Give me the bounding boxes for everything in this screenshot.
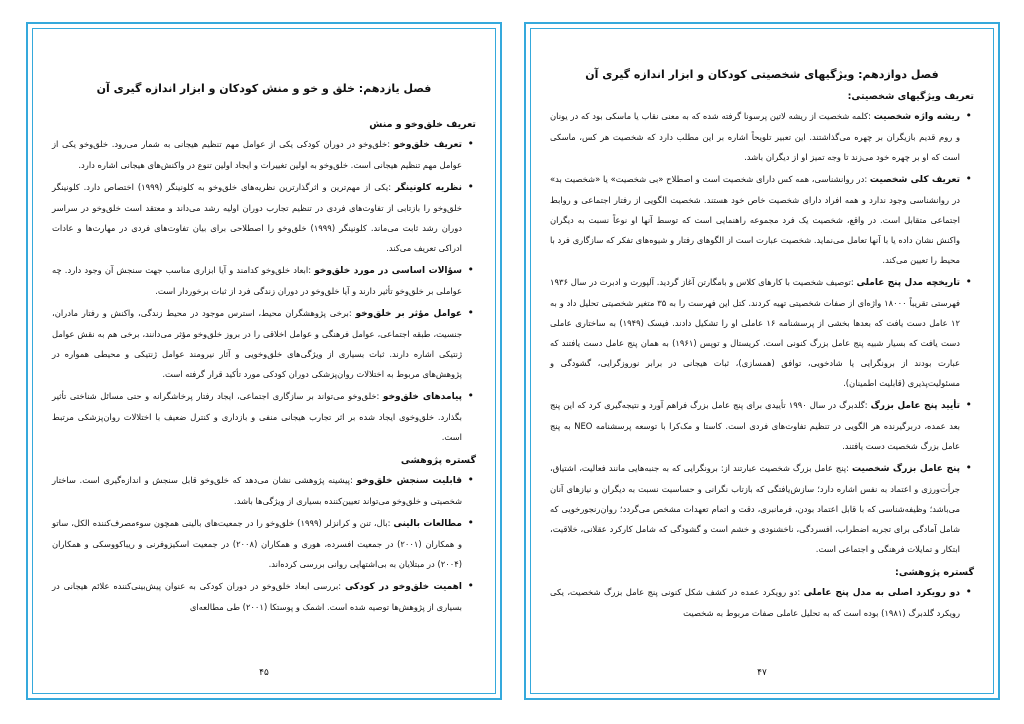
chapter-title: فصل دوازدهم: ویژگیهای شخصیتی کودکان و ابزار اندازه گیری آن [585,68,939,81]
item-term: پنج عامل بزرگ شخصیت [852,464,960,474]
right-sections [550,91,974,623]
right-page [524,22,1000,700]
list-item [550,582,960,623]
list-item [52,177,462,258]
item-term: نظریه کلونینگر [394,183,463,193]
item-term: ریشه واژه شخصیت [873,112,960,122]
list-item [550,169,960,270]
list-item [550,395,960,456]
item-text: :بررسی ابعاد خلق‌وخو در دوران کودکی به عنوان پیش‌بینی‌کننده علائم هیجانی در بسیاری از پژوهش‌ها توصیه شده است. اشمک و پوستکا (۲۰۰۱) طی مطالعه‌ای [52,581,462,612]
section-heading: تعریف ویژگیهای شخصیتی: [847,91,974,102]
page-number: ۴۷ [757,668,767,678]
item-term: تاریخچه مدل پنج عاملی [856,278,960,288]
item-text: :خلق‌وخو می‌تواند بر سازگاری اجتماعی، ایجاد رفتار پرخاشگرانه و حتی مسائل شناختی تأثیر بگذارد. خلق‌وخوی ایجاد شده بر اثر تجارب هیجانی منفی و بازداری و کنترل ضعیف با اختلالات روان‌پزشکی مرتبط است. [52,391,462,442]
item-text: :ابعاد خلق‌وخو کدامند و آیا ابزاری مناسب جهت سنجش آن وجود دارد. چه عواملی بر خلق‌وخو تأثیر دارند و آیا خلق‌وخو در دوران زندگی فرد از ثبات برخوردار است. [52,265,462,296]
list-item [52,260,462,301]
bullet-list [550,106,974,559]
list-item [52,386,462,447]
item-text: :پیشینه پژوهشی نشان می‌دهد که خلق‌وخو قابل سنجش و اندازه‌گیری است. ساختار شخصیتی و خلق‌وخو می‌تواند تعیین‌کننده بسیاری از ویژگی‌ها باشد. [52,475,462,506]
item-term: دو رویکرد اصلی به مدل پنج عاملی [803,588,960,598]
list-item [52,513,462,574]
item-text: :خلق‌وخو در دوران کودکی یکی از عوامل مهم تنظیم هیجانی به شمار می‌رود. خلق‌وخو یکی از عوامل مهم تنظیم هیجانی است. خلق‌وخو به اولین تغییرات و ایجاد اولین تنوع در واکنش‌های هیجانی اشاره دارد. [52,139,462,170]
item-text: :یکی از مهم‌ترین و اثرگذارترین نظریه‌های خلق‌وخو به کلونینگر (۱۹۹۹) اختصاص دارد. کلونینگر خلق‌وخو را بازتابی از تفاوت‌های فردی در تنظیم تجارب دوران اولیه رشد می‌داند و معتقد است خلق‌وخو در سراسر دوران رشد ثابت می‌ماند. کلونینگر (۱۹۹۹) خلق‌وخو را اصطلاحی برای بیان تفاوت‌های فردی در مهارت‌ها و عادات ادراکی تعریف می‌کند. [52,182,462,253]
item-term: تعریف کلی شخصیت [869,175,960,185]
item-term: مطالعات بالینی [393,519,463,529]
list-item [550,272,960,393]
left-page-content [52,48,476,682]
list-item [550,458,960,559]
page-number: ۴۵ [259,668,269,678]
item-term: قابلیت سنجش خلق‌وخو [356,476,462,486]
list-item [52,470,462,511]
item-text: :برخی پژوهشگران محیط، استرس موجود در محیط زندگی، واکنش و رفتار مادران، جنسیت، طبقه اجتماعی، عوامل فرهنگی و عوامل اخلاقی را در بروز خلق‌وخو مؤثر می‌دانند، برخی هم به نقش عوامل ژنتیکی اشاره دارند. ثبات بسیاری از ویژگی‌های خلق‌وخویی و آثار نیرومند عوامل ژنتیکی و محیطی همواره در پژوهش‌های مربوط به اختلالات روان‌پزشکی دوران کودکی مورد تأکید قرار گرفته است. [52,308,462,379]
item-term: سؤالات اساسی در مورد خلق‌وخو [314,266,462,276]
item-term: تأیید پنج عامل بزرگ [870,401,960,411]
section-heading: تعریف خلق‌وخو و منش [369,119,476,130]
item-term: عوامل مؤثر بر خلق‌وخو [355,309,462,319]
left-page [26,22,502,700]
list-item [52,303,462,384]
left-sections [52,119,476,617]
bullet-list [550,582,974,623]
item-text: :گلدبرگ در سال ۱۹۹۰ تأییدی برای پنج عامل بزرگ فراهم آورد و نتیجه‌گیری کرد که این پنج بعد عمده، دربرگیرنده هر الگویی در تنظیم تفاوت‌های فردی است. کاستا و مک‌کرا با توسعه پرسشنامه NEO به پنج عامل بزرگ شخصیت دست یافتند. [550,400,960,451]
item-text: :پنج عامل بزرگ شخصیت عبارتند از: برونگرایی که به جنبه‌هایی مانند فعالیت، اشتیاق، جرأت‌ورزی و اعتماد به نفس اشاره دارد؛ سازش‌یافتگی که بازتاب نگرانی و حساسیت نسبت به دیگران و نیازهای آنان می‌باشد؛ وظیفه‌شناسی که با قابل اعتماد بودن، فرمانبری، دقت و اتمام تعهدات مشخص می‌گردد؛ روان‌رنجورخویی که شامل آمادگی برای تجربه اضطراب، افسردگی، ناخشنودی و خشم است و گشودگی که شامل کارکرد عقلانی، خلاقیت، ابتکار و تمایلات فرهنگی و اجتماعی است. [550,463,960,554]
section-heading: گستره پژوهشی [400,455,476,466]
list-item [52,576,462,617]
item-term: تعریف خلق‌وخو [393,140,462,150]
item-text: :دو رویکرد عمده در کشف شکل کنونی پنج عامل بزرگ شخصیت، یکی رویکرد گلدبرگ (۱۹۸۱) بوده است که به تحلیل عاملی صفات مربوط به شخصیت [550,587,960,618]
bullet-list [52,470,476,617]
item-term: پیامدهای خلق‌وخو [382,392,462,402]
chapter-title: فصل یازدهم: خلق و خو و منش کودکان و ابزار اندازه گیری آن [96,82,432,95]
bullet-list [52,134,476,447]
right-page-content [550,48,974,682]
item-text: :توصیف شخصیت با کارهای کلاس و بامگارتن آغاز گردید. آلپورت و ادبرت در سال ۱۹۳۶ فهرستی تقریباً ۱۸۰۰۰ واژه‌ای از صفات شخصیتی تهیه کردند. کتل این فهرست را به ۳۵ متغیر شخصیتی تحلیل داد و به ۱۲ عامل دست یافت که بعدها بخشی از پرسشنامه ۱۶ عاملی او را تشکیل دادند. فیسک (۱۹۴۹) به ساختاری عاملی دست یافت که بسیار شبیه پنج عامل بزرگ کنونی است. کریستال و توپس (۱۹۶۱) به همان پنج عامل دست یافتند که عبارت بودند از برونگرایی یا شادخویی، توافق (همسازی)، ثبات هیجانی در برابر نوروزگرایی، گشودگی و مسئولیت‌پذیری (قابلیت اطمینان). [550,277,961,388]
section-heading: گستره پژوهشی: [895,567,974,578]
item-text: :بال، تنن و کرانزلر (۱۹۹۹) خلق‌وخو را در جمعیت‌های بالینی همچون سوءمصرف‌کننده الکل، ساتو و همکاران (۲۰۰۱) در جمعیت افسرده، هوری و همکاران (۲۰۰۸) در جمعیت اسکیزوفرنی و ریباکووسکی و همکاران (۲۰۰۴) در مبتلایان به بی‌اشتهایی روانی بررسی کرده‌اند. [52,518,462,569]
item-text: :در روانشناسی، همه کس دارای شخصیت است و اصطلاح «بی شخصیت» یا «شخصیت بد» در روانشناسی وجود ندارد و همه افراد دارای شخصیت خاص خود هستند. شخصیت الگویی از رفتار اجتماعی و روابط اجتماعی متقابل است. در واقع، شخصیت یک فرد مجموعه راهنمایی است که توسط آنها او نوعاً نسبت به دیگران واکنش نشان داده یا با آنها تعامل می‌نماید. شخصیت عبارت است از الگوهای رفتار و شیوه‌های تفکر که سازگاری فرد با محیط را تعیین می‌کند. [550,174,960,265]
list-item [550,106,960,167]
item-text: :کلمه شخصیت از ریشه لاتین پرسونا گرفته شده که به معنی نقاب یا ماسکی بود که در یونان و روم قدیم بازیگران بر چهره می‌گذاشتند. این تعبیر تلویحاً اشاره بر این مطلب دارد که شخصیت هر کس، ماسکی است که او بر چهره خود می‌زند تا وجه تمیز او از دیگران باشد. [550,111,960,162]
list-item [52,134,462,175]
item-term: اهمیت خلق‌وخو در کودکی [344,582,463,592]
